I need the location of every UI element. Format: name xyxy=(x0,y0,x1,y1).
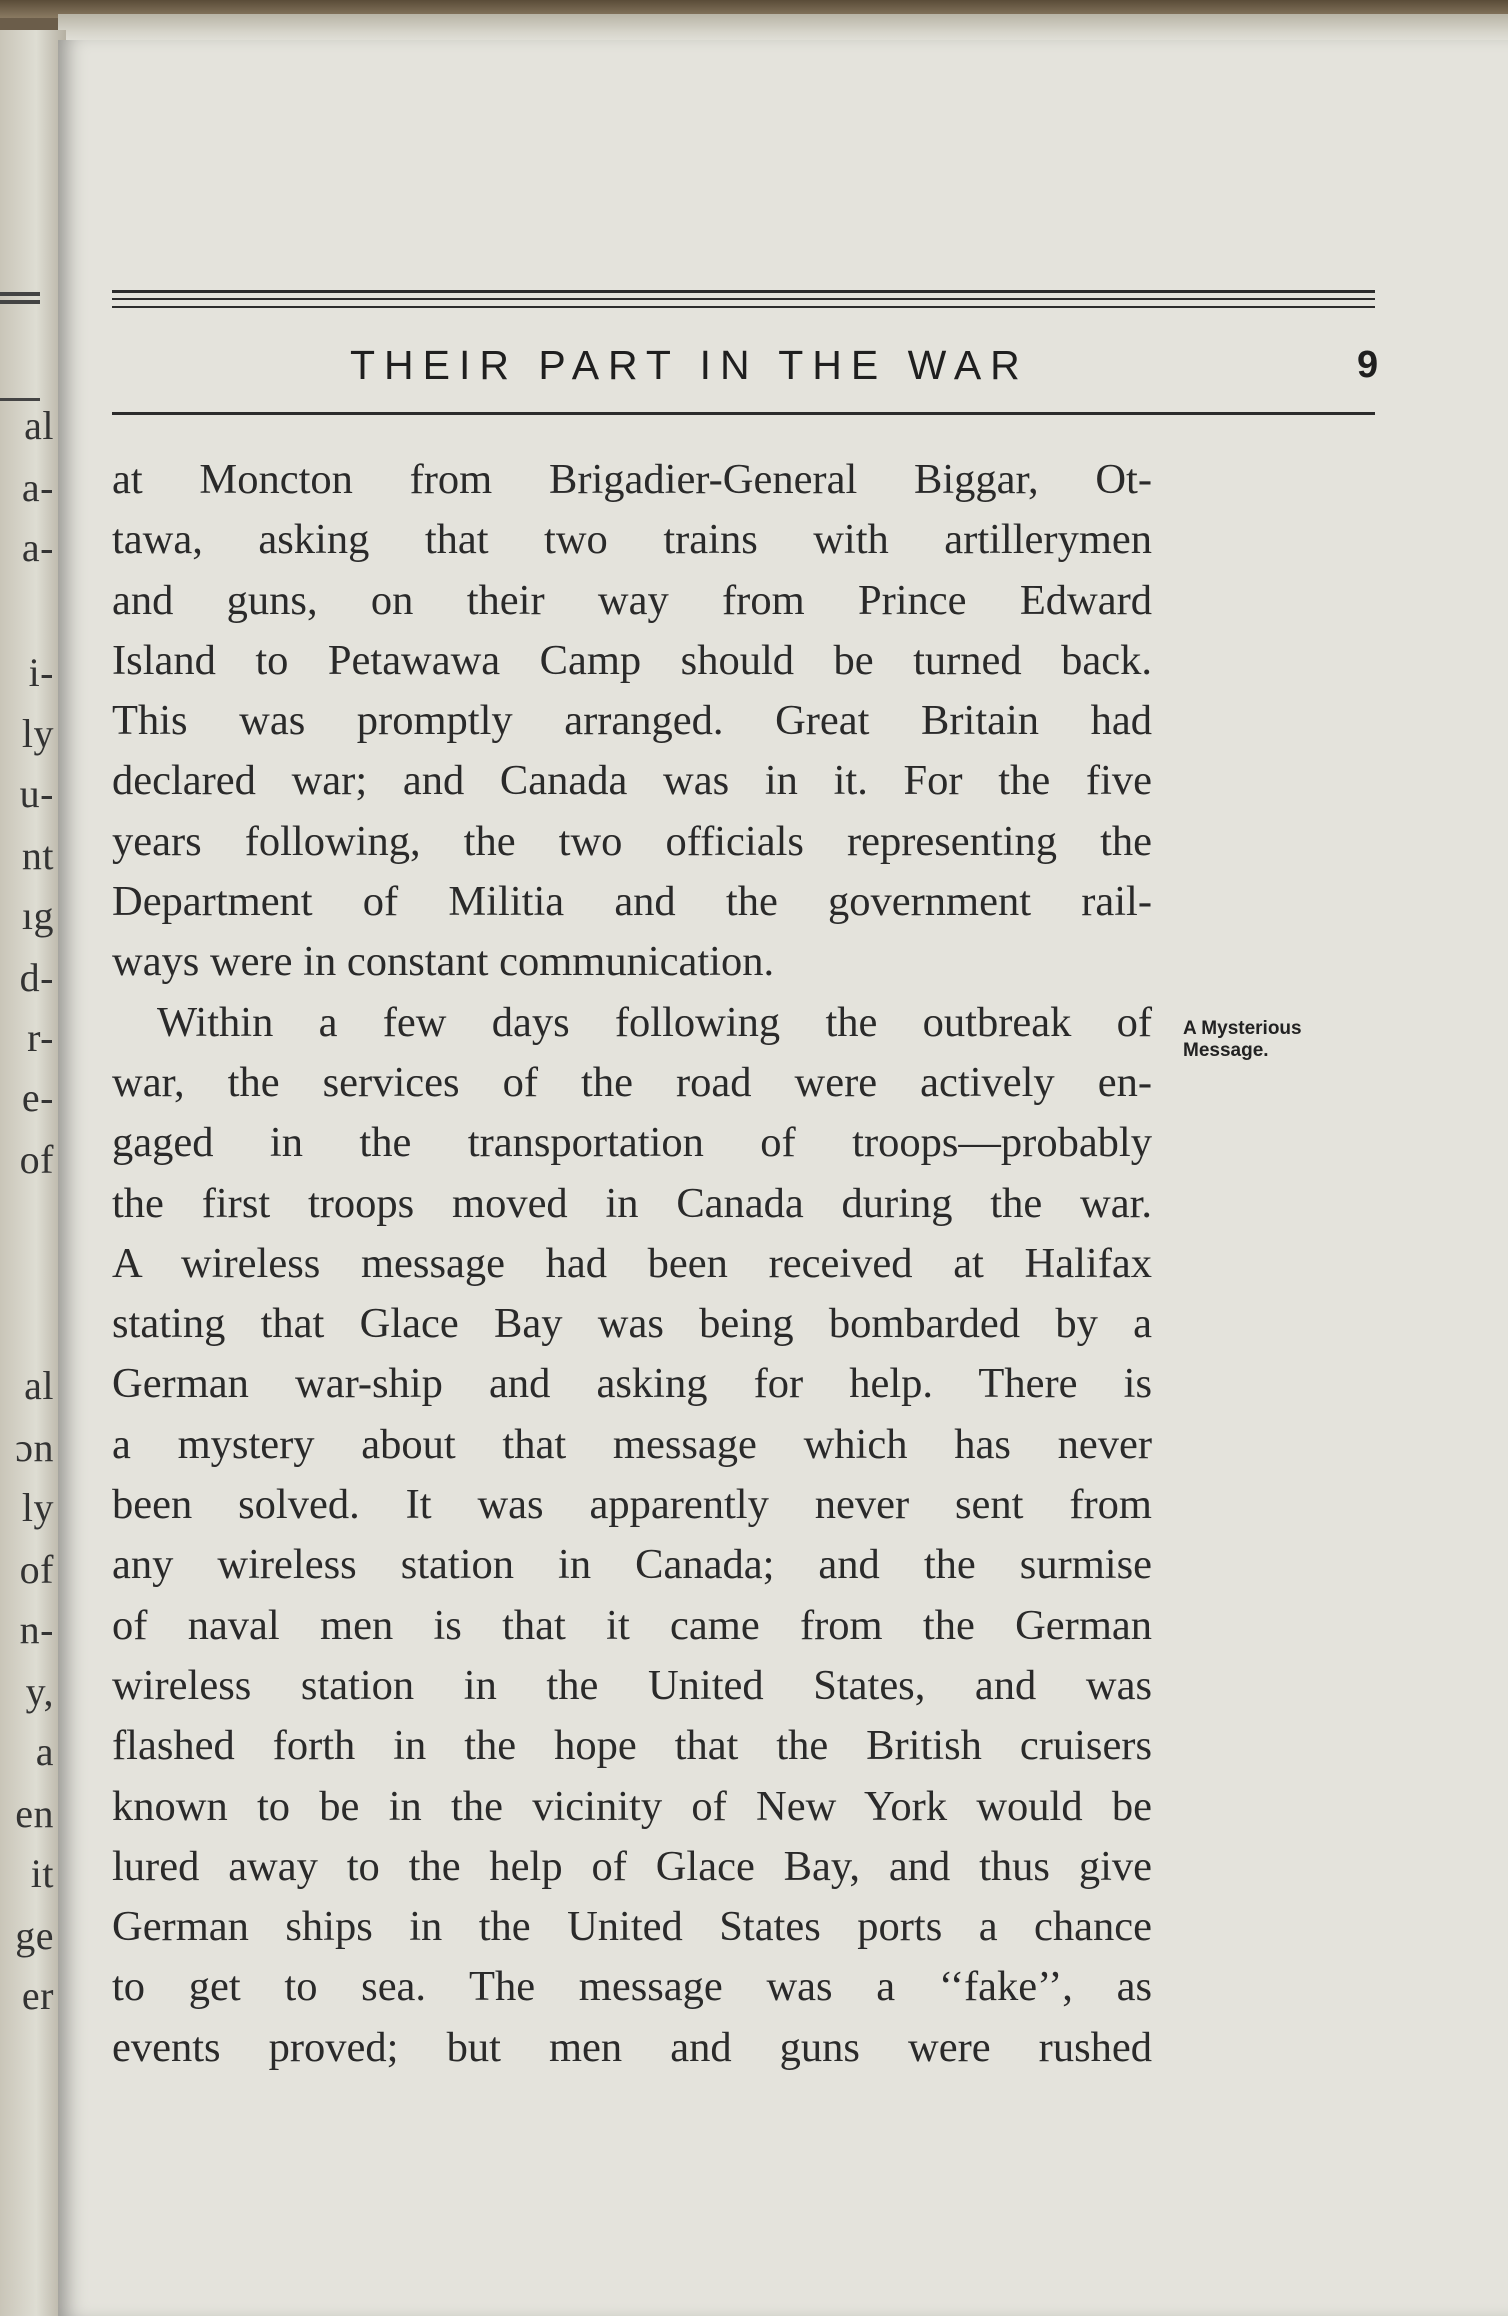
prev-page-rule xyxy=(0,292,40,296)
margin-note-line: A Mysterious xyxy=(1183,1018,1302,1039)
text-line: German ships in the United States ports a chance xyxy=(112,1903,1152,1951)
prev-page-fragment: u- xyxy=(19,771,54,816)
text-line: war, the services of the road were actively en- xyxy=(112,1058,1152,1106)
prev-page-fragment: i- xyxy=(28,650,54,695)
margin-note xyxy=(1183,1018,1383,1062)
text-line: Island to Petawawa Camp should be turned back. xyxy=(112,636,1152,684)
prev-page-fragment: e- xyxy=(21,1075,54,1120)
text-line: any wireless station in Canada; and the surmise xyxy=(112,1541,1152,1589)
text-line: and guns, on their way from Prince Edward xyxy=(112,576,1152,624)
prev-page-rule xyxy=(0,398,40,401)
prev-page-fragment: it xyxy=(30,1851,54,1896)
text-line: ways were in constant communication. xyxy=(112,938,775,986)
body-text xyxy=(112,450,1152,2078)
text-line: known to be in the vicinity of New York would be xyxy=(112,1782,1152,1830)
prev-page-fragment: of xyxy=(19,1547,54,1592)
text-line: Department of Militia and the government rail- xyxy=(112,878,1152,926)
prev-page-fragment: y, xyxy=(25,1669,54,1714)
prev-page-fragment: of xyxy=(19,1137,54,1182)
prev-page-fragment: r- xyxy=(27,1015,54,1060)
text-line: tawa, asking that two trains with artillerymen xyxy=(112,516,1152,564)
text-line: the first troops moved in Canada during the war. xyxy=(112,1179,1152,1227)
prev-page-fragment: n- xyxy=(19,1607,54,1652)
text-line: at Moncton from Brigadier-General Biggar, Ot- xyxy=(112,456,1152,503)
prev-page-rule xyxy=(0,300,40,304)
prev-page-fragment: er xyxy=(21,1973,54,2018)
prev-page-fragment: d- xyxy=(19,955,54,1000)
text-line: wireless station in the United States, and was xyxy=(112,1661,1152,1709)
header-rule-top-3 xyxy=(112,306,1375,308)
header-rule-top-2 xyxy=(112,298,1375,300)
prev-page-fragment: nt xyxy=(21,833,54,878)
text-line: gaged in the transportation of troops—probably xyxy=(112,1119,1152,1167)
text-line: flashed forth in the hope that the British cruisers xyxy=(112,1722,1152,1770)
margin-note-line: Message. xyxy=(1183,1040,1269,1061)
text-line: a mystery about that message which has never xyxy=(112,1420,1152,1468)
text-line: lured away to the help of Glace Bay, and thus give xyxy=(112,1842,1152,1890)
page-number: 9 xyxy=(1357,344,1379,386)
previous-page-edge xyxy=(0,30,66,2316)
text-line: A wireless message had been received at Halifax xyxy=(112,1239,1152,1287)
prev-page-fragment: a- xyxy=(21,525,54,570)
prev-page-fragment: a- xyxy=(21,465,54,510)
text-line: of naval men is that it came from the German xyxy=(112,1601,1152,1649)
prev-page-fragment: ly xyxy=(21,1485,54,1530)
prev-page-fragment: en xyxy=(15,1791,54,1836)
text-line: events proved; but men and guns were rushed xyxy=(112,2023,1152,2071)
header-rule-bottom xyxy=(112,412,1375,415)
text-line: This was promptly arranged. Great Britain had xyxy=(112,697,1152,745)
text-line: been solved. It was apparently never sent from xyxy=(112,1481,1152,1529)
prev-page-fragment: al xyxy=(24,403,54,448)
prev-page-fragment: ıg xyxy=(21,893,54,938)
prev-page-fragment: al xyxy=(24,1363,54,1408)
text-line: to get to sea. The message was a ‘‘fake’’, as xyxy=(112,1963,1152,2011)
running-head: THEIR PART IN THE WAR xyxy=(350,342,1029,388)
prev-page-fragment: ly xyxy=(21,711,54,756)
header-rule-top xyxy=(112,290,1375,293)
prev-page-fragment: ge xyxy=(15,1913,54,1958)
text-line: declared war; and Canada was in it. For the five xyxy=(112,757,1152,805)
text-line: Within a few days following the outbreak of xyxy=(157,998,1152,1046)
prev-page-fragment: ɔn xyxy=(15,1425,54,1470)
text-line: stating that Glace Bay was being bombarded by a xyxy=(112,1300,1152,1348)
prev-page-fragment: a xyxy=(35,1729,54,1774)
text-line: German war-ship and asking for help. There is xyxy=(112,1360,1152,1408)
text-line: years following, the two officials representing the xyxy=(112,817,1152,865)
